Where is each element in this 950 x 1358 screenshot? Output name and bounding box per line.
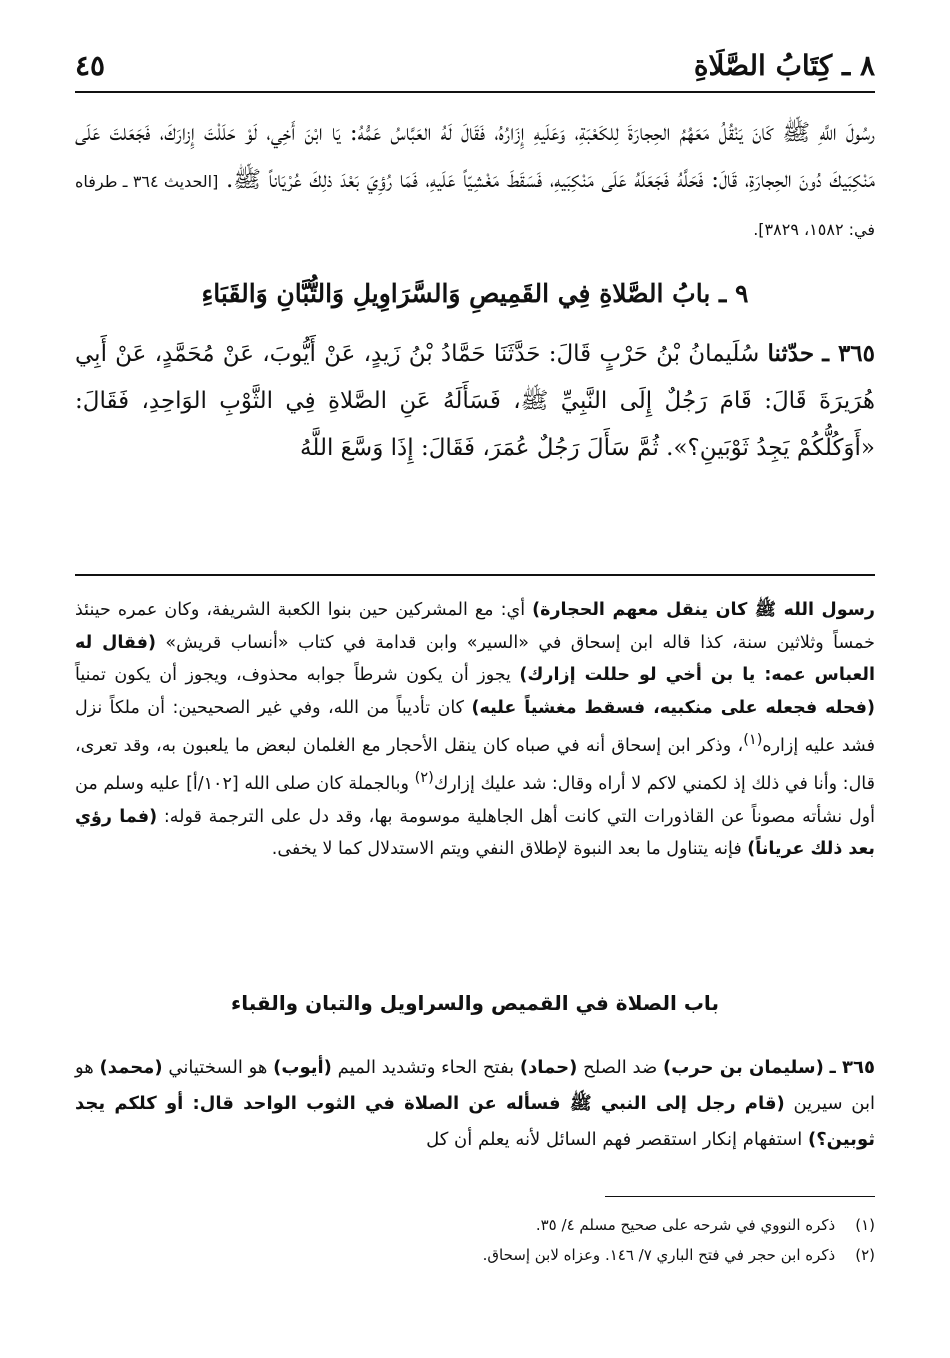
hadith-365-text: سُلَيمانُ بْنُ حَرْبٍ قَالَ: حَدَّثَنَا حَمَّادُ بْنُ زَيدٍ، عَنْ أَيُّوبَ، عَنْ مُحَمَّدٍ، عَنْ أَبِي هُرَيرَةَ قَالَ: قَامَ رَجُلٌ إِلَى النَّبِيِّ ﷺ، فَسَأَلَهُ عَنِ الصَّلاةِ فِي الثَّوْبِ الوَاحِدِ، فَقَالَ: «أَوَكُلُّكُمْ يَجِدُ ثَوْبَينِ؟». ثُمَّ سَأَلَ رَجُلٌ عُمَرَ، فَقَالَ: إِذَا وَسَّعَ اللَّهُ [75,341,875,461]
hadith-365-number: ٣٦٥ ـ [822,340,875,367]
commentary-text: ، وذكر ابن إسحاق أنه في صباه كان ينقل الأحجار مع الغلمان لبعض ما يلعبون به، وقد تعرى، قال: وأنا في ذلك إذ لكمني لاكم لا أراه وقال: شد عليك إزارك [75,735,875,795]
chapter-heading: ٩ ـ بابُ الصَّلاةِ فِي القَمِيصِ وَالسَّرَاوِيلِ وَالتُّبَّانِ وَالقَبَاءِ [201,279,749,308]
footnotes [75,1210,875,1270]
lemma: رسول الله ﷺ كان ينقل معهم الحجارة) [532,600,875,620]
footnote-marker: (١) [855,1216,875,1234]
lemma: (فقال له العباس عمه: يا بن أخي لو حللت إزارك) [75,632,875,685]
hadith-365-narration-word: حدّثنا [767,340,815,367]
commentary-text: ضد الصلح [577,1057,663,1078]
hadith-365 [75,330,875,472]
footnote-divider [605,1196,875,1197]
commentary-hadith-364 [75,594,875,866]
footnote-reference-2[interactable]: (٢) [414,769,434,787]
hadith-364-continuation [75,110,875,253]
lemma: (فحله فجعله على منكبيه، فسقط مغشياً عليه) [471,697,876,718]
lemma: (فما رؤي بعد ذلك عرياناً) [75,806,875,860]
lemma: (أيوب) [273,1057,332,1078]
main-text [75,110,875,472]
commentary-text: فإنه يتناول ما بعد النبوة لإطلاق النفي ويتم الاستدلال كما لا يخفى. [271,839,748,860]
footnote-reference-1[interactable]: (١) [743,731,763,748]
lemma: (محمد) [99,1057,163,1078]
hadith-364-reference: [الحديث ٣٦٤ ـ طرفاه في: ١٥٨٢، ٣٨٢٩]. [75,172,875,239]
footnote-text: ذكره ابن حجر في فتح الباري ٧/ ١٤٦. وعزاه لابن إسحاق. [482,1246,836,1264]
commentary-chapter-heading: باب الصلاة في القميص والسراويل والتبان والقباء [231,991,719,1015]
commentary-hadith-365 [75,1050,875,1158]
commentary-text: هو السختياني [162,1057,274,1078]
commentary-paragraph [75,1050,875,1158]
commentary-number: ٣٦٥ ـ [829,1057,876,1078]
footnote-marker: (٢) [855,1246,875,1264]
footnote-2 [75,1240,875,1270]
commentary-text: بفتح الحاء وتشديد الميم [331,1057,520,1078]
commentary-text: كان تأديباً من الله، وفي غير الصحيحين: أن ملكاً نزل فشد عليه إزاره [75,697,875,756]
lemma: (سليمان بن حرب) [663,1057,824,1078]
commentary-text: يجوز أن يكون شرطاً جوابه محذوف، ويجوز أن يكون تمنياً [75,665,520,685]
book-title: ٨ ـ كِتَابُ الصَّلَاةِ [693,49,875,82]
hadith-364-text: رسُولَ اللَّهِ ﷺ كَانَ يَنْقُلُ مَعَهُمُ الحِجارَةَ لِلكَعْبَةِ، وَعَلَيهِ إِزَارُهُ، فَقَالَ لَهُ العَبَّاسُ عَمُّهُ: يَا ابْنَ أَخِي، لَوْ حَلَلْتَ إِزارَكَ، فَجَعَلتَ عَلَى مَنْكِبَيكَ دُونَ الحِجارَةِ، قَالَ: فَحَلَّهُ فَجَعَلَهُ عَلَى مَنْكِبَيهِ، فَسَقَطَ مَغْشِيّاً عَلَيهِ، فَمَا رُؤِيَ بَعْدَ ذلِكَ عُرْيَاناً ﷺ. [75,120,876,193]
commentary-text: أي: مع المشركين حين بنوا الكعبة الشريفة، وكان عمره حينئذ خمساً وثلاثين سنة، كذا قاله ابن إسحاق في «السير» وابن قدامة في كتاب «أنساب قريش» [75,600,875,653]
footnote-text: ذكره النووي في شرحه على صحيح مسلم ٤/ ٣٥. [535,1216,836,1234]
commentary-text: وبالجملة كان صلى الله [١٠٢/أ] عليه وسلم من أول نشأته مصوناً عن القاذورات التي كانت أهل الجاهلية موسومة بها، وقد دل على الترجمة قوله: [75,774,875,827]
footnote-1 [75,1210,875,1240]
commentary-divider [75,574,875,576]
page-header [75,46,875,86]
page-number: ٤٥ [75,49,106,82]
header-divider [75,91,875,93]
commentary-paragraph [75,594,875,866]
lemma: (حماد) [519,1057,578,1078]
commentary-text: هو ابن سيرين [75,1057,875,1114]
lemma: (قام رجل إلى النبي ﷺ فسأله عن الصلاة في الثوب الواحد قال: أو كلكم يجد ثوبين؟) [75,1093,875,1150]
commentary-text: استفهام إنكار استقصر فهم السائل لأنه يعلم أن كل [426,1129,808,1150]
